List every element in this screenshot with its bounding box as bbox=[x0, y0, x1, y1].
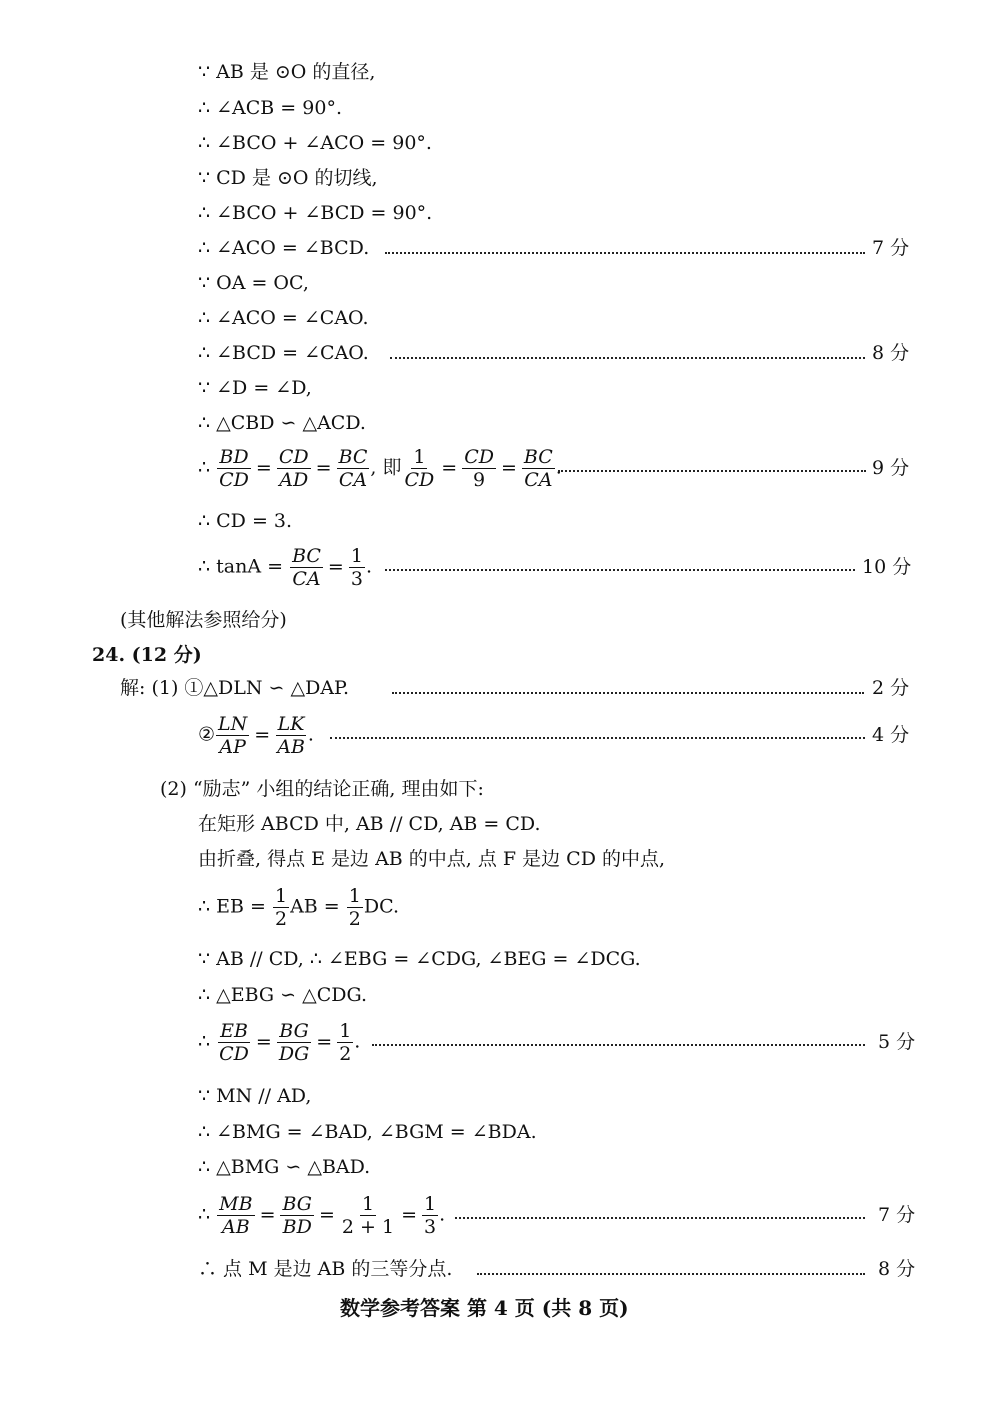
score-label: 8 分 bbox=[878, 1258, 916, 1280]
dot-leader bbox=[385, 252, 865, 254]
text-fragment: ∴ tanA = bbox=[198, 555, 284, 578]
eb-equation bbox=[198, 885, 399, 930]
tan-equation: ∴ tanA = $\frac{BC}{CA}$ = $\frac{1}{3}$ . bbox=[198, 545, 372, 590]
answer-part-2-intro: (2) “励志” 小组的结论正确, 理由如下: bbox=[160, 778, 484, 800]
fraction: $\frac{1}{3}$ bbox=[350, 545, 363, 590]
fraction: $\frac{LK}{AB}$ bbox=[277, 713, 305, 758]
proof-similar-bmg: ∴ △BMG ∽ △BAD. bbox=[198, 1156, 371, 1178]
fraction: $\frac{BC}{CA}$ bbox=[292, 545, 321, 590]
dot-leader bbox=[477, 1273, 865, 1275]
score-label: 4 分 bbox=[872, 724, 910, 746]
fraction: $\frac{1}{2}$ bbox=[339, 1020, 352, 1065]
dot-leader bbox=[392, 692, 864, 694]
note-other-methods: (其他解法参照给分) bbox=[120, 609, 287, 631]
fraction: $\frac{1}{CD}$ bbox=[404, 446, 435, 491]
fraction: $\frac{EB}{CD}$ bbox=[219, 1020, 249, 1065]
score-label: 7 分 bbox=[872, 237, 910, 259]
proof-parallel-angles: ∵ AB // CD, ∴ ∠EBG = ∠CDG, ∠BEG = ∠DCG. bbox=[198, 948, 641, 970]
dot-leader bbox=[372, 1044, 865, 1046]
fraction: $\frac{BG}{BD}$ bbox=[282, 1193, 312, 1238]
proof-conclusion: ∴ 点 M 是边 AB 的三等分点. bbox=[198, 1258, 453, 1280]
fraction: $\frac{1}{2 + 1}$ bbox=[341, 1193, 395, 1238]
fraction: $\frac{BC}{CA}$ bbox=[338, 446, 368, 491]
ratio-equation-ebg: ∴ $\frac{EB}{CD}$ = $\frac{BG}{DG}$ = $\frac{1}{2}$ . bbox=[198, 1020, 361, 1065]
proof-line-11: ∴ △CBD ∽ △ACD. bbox=[198, 412, 366, 434]
answer-part-1-2: ② $\frac{LN}{AP}$ = $\frac{LK}{AB}$ . bbox=[198, 713, 314, 758]
score-label: 8 分 bbox=[872, 342, 910, 364]
proof-line-10: ∵ ∠D = ∠D, bbox=[198, 377, 312, 399]
score-label: 7 分 bbox=[878, 1204, 916, 1226]
answer-part-1-1: 解: (1) ①△DLN ∽ △DAP. bbox=[120, 677, 350, 699]
text-fragment: , 即 bbox=[370, 456, 402, 479]
proof-line-8: ∴ ∠ACO = ∠CAO. bbox=[198, 307, 369, 329]
proof-line-5: ∴ ∠BCO + ∠BCD = 90°. bbox=[198, 202, 433, 224]
fraction: $\frac{1}{2}$ bbox=[274, 885, 288, 930]
fraction: $\frac{MB}{AB}$ bbox=[219, 1193, 253, 1238]
dot-leader bbox=[330, 737, 865, 739]
score-label: 10 分 bbox=[862, 556, 912, 578]
proof-rectangle: 在矩形 ABCD 中, AB // CD, AB = CD. bbox=[198, 813, 541, 835]
proof-similar-ebg: ∴ △EBG ∽ △CDG. bbox=[198, 984, 368, 1006]
proof-line-cd: ∴ CD = 3. bbox=[198, 510, 293, 532]
proof-line-1: ∵ AB 是 ⊙O 的直径, bbox=[198, 61, 376, 83]
page-footer: 数学参考答案 第 4 页 (共 8 页) bbox=[340, 1296, 629, 1320]
dot-leader bbox=[455, 1217, 865, 1219]
dot-leader bbox=[558, 470, 866, 472]
dot-leader bbox=[385, 569, 855, 571]
fraction-equation-similar: ∴ $\frac{BD}{CD}$ = $\frac{CD}{AD}$ = $\frac{BC}{CA}$ , 即 $\frac{1}{CD}$ = $\frac{CD}{9}$ = $\frac{BC}{CA}$ . bbox=[198, 446, 562, 491]
circled-number: ② bbox=[198, 723, 216, 746]
therefore-symbol: ∴ bbox=[198, 1030, 211, 1053]
fraction: $\frac{BD}{CD}$ bbox=[219, 446, 249, 491]
proof-line-3: ∴ ∠BCO + ∠ACO = 90°. bbox=[198, 132, 432, 154]
proof-line-4: ∵ CD 是 ⊙O 的切线, bbox=[198, 167, 378, 189]
proof-angles-bmg: ∴ ∠BMG = ∠BAD, ∠BGM = ∠BDA. bbox=[198, 1121, 537, 1143]
fraction: $\frac{LN}{AP}$ bbox=[218, 713, 248, 758]
fraction: $\frac{1}{2}$ bbox=[348, 885, 361, 930]
text-fragment: DC. bbox=[363, 895, 399, 918]
fraction: $\frac{CD}{9}$ bbox=[464, 446, 494, 491]
proof-line-2: ∴ ∠ACB = 90°. bbox=[198, 97, 342, 119]
score-label: 5 分 bbox=[878, 1031, 916, 1053]
proof-folding: 由折叠, 得点 E 是边 AB 的中点, 点 F 是边 CD 的中点, bbox=[198, 848, 666, 870]
fraction: $\frac{1}{3}$ bbox=[424, 1193, 437, 1238]
text-fragment: AB = bbox=[290, 895, 340, 918]
proof-line-9: ∴ ∠BCD = ∠CAO. bbox=[198, 342, 369, 364]
proof-line-6: ∴ ∠ACO = ∠BCD. bbox=[198, 237, 370, 259]
question-heading-24: 24. (12 分) bbox=[92, 644, 202, 666]
dot-leader bbox=[390, 357, 865, 359]
therefore-symbol: ∴ bbox=[198, 1203, 211, 1226]
ratio-equation-bmg: ∴ $\frac{MB}{AB}$ = $\frac{BG}{BD}$ = $\frac{1}{2 + 1}$ = $\frac{1}{3}$ . bbox=[198, 1193, 446, 1238]
therefore-symbol: ∴ bbox=[198, 456, 211, 479]
fraction: $\frac{CD}{AD}$ bbox=[278, 446, 309, 491]
score-label: 2 分 bbox=[872, 677, 910, 699]
text-fragment: ∴ EB = bbox=[198, 895, 266, 918]
score-label: 9 分 bbox=[872, 457, 910, 479]
fraction: $\frac{BC}{CA}$ bbox=[523, 446, 553, 491]
proof-mn-parallel: ∵ MN // AD, bbox=[198, 1085, 312, 1107]
fraction: $\frac{BG}{DG}$ bbox=[278, 1020, 310, 1065]
proof-line-7: ∵ OA = OC, bbox=[198, 272, 309, 294]
